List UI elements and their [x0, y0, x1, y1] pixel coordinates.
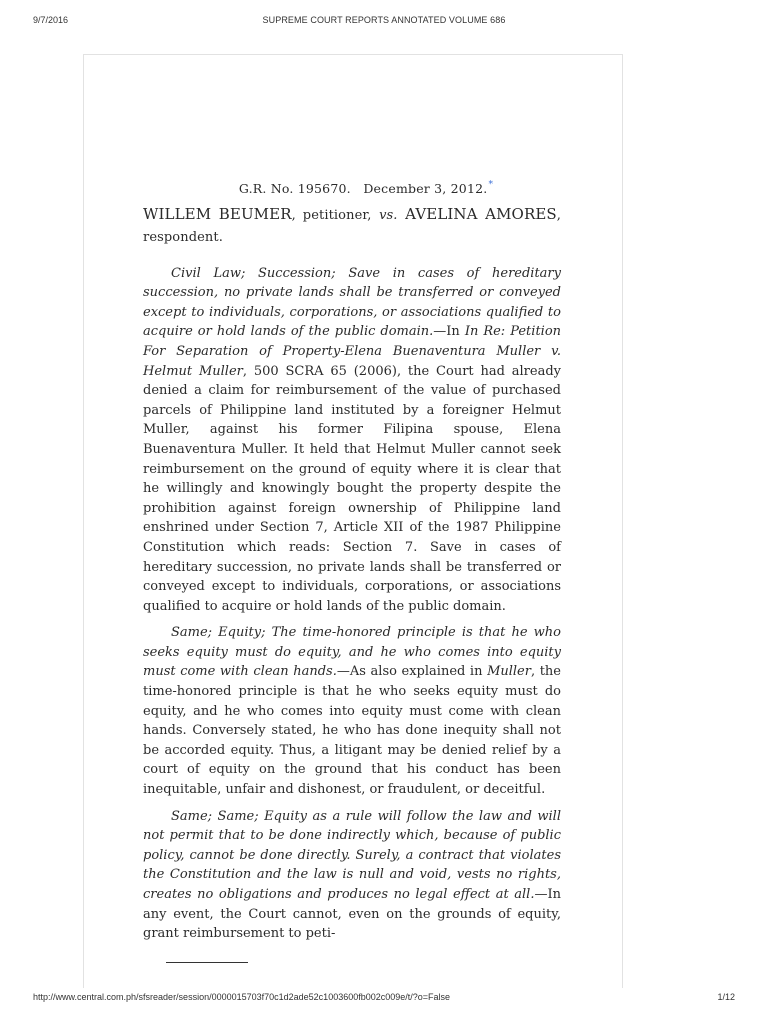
syllabus-heading: Civil Law; Succession; Save in cases of hereditary succession, no private lands shall be transferred or conveyed except to individuals, corporations, or associations qualified to acquire or hold lands of the public domain. [143, 265, 561, 340]
syllabus-text: , 500 SCRA 65 (2006), the Court had already denied a claim for reimbursement of the value of purchased parcels of Philippine land instituted by a foreigner Helmut Muller, against his former Filipina spouse, Elena Buenaventura Muller. It held that Helmut Muller cannot seek reimbursement on the ground of equity where it is clear that he willingly and knowingly bought the property despite the prohibition against foreign ownership of Philippine land enshrined under Section 7, Article XII of the 1987 Philippine Constitution which reads: Section 7. Save in cases of hereditary succession, no private lands shall be transferred or conveyed except to individuals, corporations, or associations qualified to acquire or hold lands of the public domain. [143, 363, 561, 614]
syllabus-paragraph [143, 807, 561, 944]
versus-label: vs. [379, 207, 398, 223]
syllabus-text: —In [433, 324, 465, 340]
petitioner-name: WILLEM BEUMER [143, 204, 292, 223]
cited-case: In Re: Petition For Separation of Property-Elena Buenaventura Muller v. Helmut Muller [143, 324, 562, 379]
print-url: http://www.central.com.ph/sfsreader/session/0000015703f70c1d2ade52c1003600fb002c009e/t/?o=False [33, 992, 451, 1002]
respondent-comma: , [556, 207, 562, 223]
page-number: 1/12 [717, 992, 735, 1002]
document-content [143, 176, 561, 944]
print-date: 9/7/2016 [33, 15, 69, 25]
respondent-role: respondent. [143, 229, 223, 245]
syllabus-heading: Same; Same; Equity as a rule will follow the law and will not permit that to be done indirectly which, because of public policy, cannot be done directly. Surely, a contract that violates the Constitution and the law is null and void, vests no rights, creates no obligations and produces no legal effect at all. [143, 808, 561, 902]
cited-case: Muller [487, 664, 531, 680]
footnote-link[interactable]: * [488, 180, 494, 190]
petitioner-role: , petitioner, [291, 207, 372, 223]
case-citation [171, 176, 561, 199]
syllabus-paragraph [143, 623, 561, 799]
syllabus-paragraph [143, 264, 561, 617]
decision-date: December 3, 2012. [363, 181, 488, 196]
syllabus-text: —As also explained in [336, 664, 488, 680]
gr-number: G.R. No. 195670. [238, 181, 351, 196]
syllabus-heading: Same; Equity; The time-honored principle is that he who seeks equity must do equity, and he who comes into equity must come with clean hands. [143, 625, 561, 680]
print-title: SUPREME COURT REPORTS ANNOTATED VOLUME 686 [262, 15, 506, 25]
respondent-name: AVELINA AMORES [405, 204, 557, 223]
print-footer [0, 992, 768, 1006]
syllabus-text: , the time-honored principle is that he who seeks equity must do equity, and he who comes into equity must come with clean hands. Conversely stated, he who has done inequity shall not be accorded equity. Thus, a litigant may be denied relief by a court of equity on the ground that his conduct has been inequitable, unfair and dishonest, or fraudulent, or deceitful. [143, 664, 562, 798]
print-header [0, 15, 768, 29]
syllabus-text: —In any event, the Court cannot, even on the grounds of equity, grant reimbursement to peti- [143, 887, 561, 942]
case-parties [143, 204, 561, 248]
footnote-divider [166, 962, 248, 963]
